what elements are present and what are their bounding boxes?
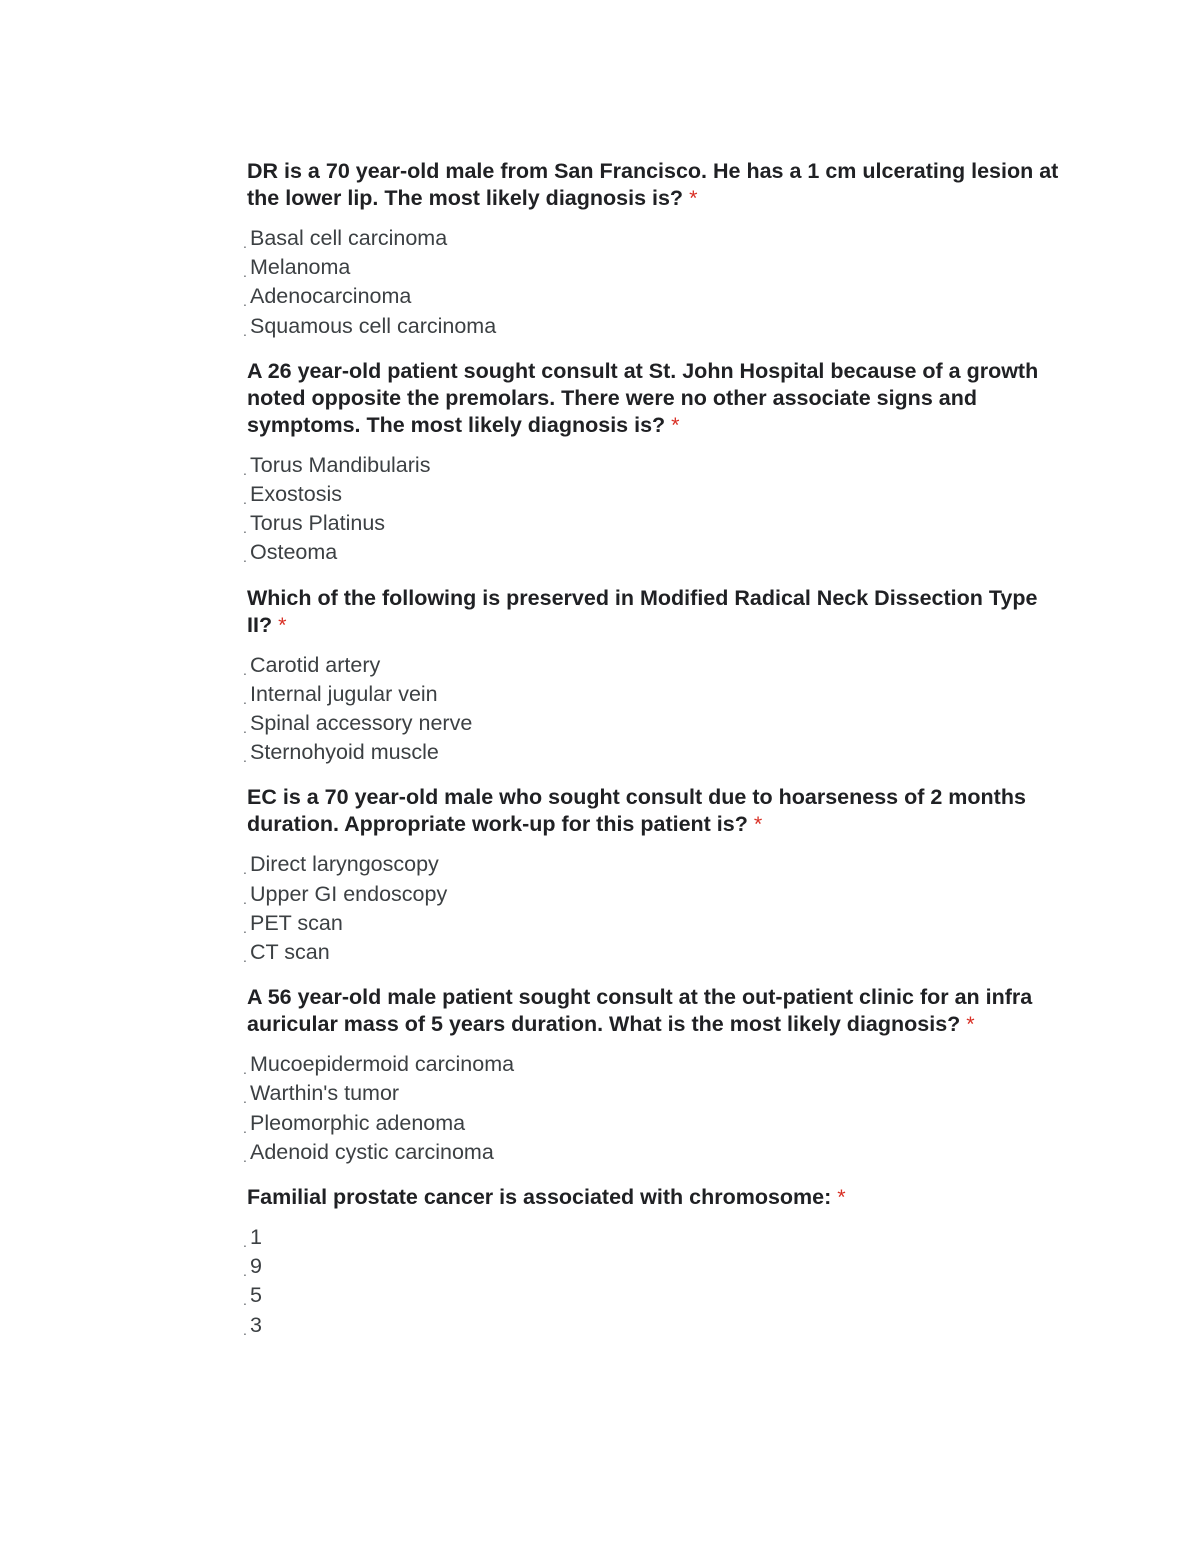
radio-option[interactable] <box>243 1312 1067 1341</box>
radio-icon[interactable]: . <box>243 549 247 566</box>
option-label: Osteoma <box>250 540 338 565</box>
question-4 <box>243 784 1067 968</box>
option-label: Pleomorphic adenoma <box>250 1110 466 1135</box>
option-label: Internal jugular vein <box>250 681 438 706</box>
radio-icon[interactable]: . <box>243 1148 247 1165</box>
option-label: Adenoid cystic carcinoma <box>250 1139 494 1164</box>
radio-option[interactable] <box>243 881 1067 910</box>
radio-icon[interactable]: . <box>243 720 247 737</box>
option-label: 9 <box>250 1254 262 1279</box>
radio-option[interactable] <box>243 652 1067 681</box>
radio-icon[interactable]: . <box>243 890 247 907</box>
radio-icon[interactable]: . <box>243 1234 247 1251</box>
option-label: Upper GI endoscopy <box>250 881 448 906</box>
radio-icon[interactable]: . <box>243 461 247 478</box>
radio-option[interactable] <box>243 1224 1067 1253</box>
radio-option[interactable] <box>243 1253 1067 1282</box>
option-label: Torus Mandibularis <box>250 452 431 477</box>
radio-icon[interactable]: . <box>243 1090 247 1107</box>
radio-icon[interactable]: . <box>243 491 247 508</box>
radio-option[interactable] <box>243 710 1067 739</box>
radio-option[interactable] <box>243 283 1067 312</box>
option-list <box>243 1051 1067 1168</box>
option-label: 3 <box>250 1312 262 1337</box>
radio-icon[interactable]: . <box>243 861 247 878</box>
required-marker: * <box>753 812 763 837</box>
question-text: DR is a 70 year-old male from San Francisco. He has a 1 cm ulcerating lesion at the lower lip. The most likely diagnosis is? * <box>247 159 1059 210</box>
radio-icon[interactable]: . <box>243 520 247 537</box>
option-label: 1 <box>250 1225 262 1250</box>
question-1 <box>243 158 1067 342</box>
option-label: Basal cell carcinoma <box>250 226 448 250</box>
option-label: Torus Platinus <box>250 511 386 536</box>
option-label: Mucoepidermoid carcinoma <box>250 1052 515 1077</box>
option-label: 5 <box>250 1283 262 1308</box>
radio-icon[interactable]: . <box>243 1061 247 1078</box>
radio-option[interactable] <box>243 1282 1067 1311</box>
radio-option[interactable] <box>243 681 1067 710</box>
question-text: A 56 year-old male patient sought consult at the out-patient clinic for an infra auricular mass of 5 years duration. What is the most likely diagnosis? * <box>247 985 1033 1037</box>
question-text: EC is a 70 year-old male who sought consult due to hoarseness of 2 months duration. Appropriate work-up for this patient is? * <box>247 785 1026 837</box>
radio-icon[interactable]: . <box>243 1292 247 1309</box>
option-label: Carotid artery <box>250 652 381 677</box>
option-label: Melanoma <box>250 255 351 280</box>
radio-option[interactable] <box>243 1139 1067 1168</box>
radio-option[interactable] <box>243 539 1067 568</box>
radio-option[interactable] <box>243 313 1067 342</box>
radio-option[interactable] <box>243 481 1067 510</box>
option-label: Direct laryngoscopy <box>250 852 439 877</box>
radio-option[interactable] <box>243 510 1067 539</box>
radio-option[interactable] <box>243 254 1067 283</box>
option-label: Sternohyoid muscle <box>250 740 439 765</box>
option-label: Warthin's tumor <box>250 1081 400 1106</box>
radio-icon[interactable]: . <box>243 749 247 766</box>
option-label: PET scan <box>250 910 343 935</box>
radio-option[interactable] <box>243 225 1067 254</box>
radio-icon[interactable]: . <box>243 949 247 966</box>
option-list <box>243 225 1067 342</box>
option-label: Spinal accessory nerve <box>250 711 473 736</box>
question-5 <box>243 984 1067 1168</box>
radio-option[interactable] <box>243 851 1067 880</box>
question-text: Which of the following is preserved in Modified Radical Neck Dissection Type II? * <box>247 585 1038 637</box>
option-list <box>243 452 1067 569</box>
quiz-page <box>243 158 1067 1357</box>
required-marker: * <box>689 186 698 210</box>
question-6 <box>243 1184 1067 1341</box>
radio-option[interactable] <box>243 1110 1067 1139</box>
question-2 <box>243 358 1067 569</box>
radio-icon[interactable]: . <box>243 293 247 310</box>
required-marker: * <box>671 412 680 437</box>
option-label: Exostosis <box>250 482 343 507</box>
option-list <box>243 851 1067 968</box>
radio-icon[interactable]: . <box>243 1263 247 1280</box>
radio-icon[interactable]: . <box>243 661 247 678</box>
radio-option[interactable] <box>243 1080 1067 1109</box>
radio-option[interactable] <box>243 939 1067 968</box>
radio-icon[interactable]: . <box>243 1321 247 1338</box>
question-3 <box>243 585 1067 769</box>
radio-icon[interactable]: . <box>243 1119 247 1136</box>
option-label: CT scan <box>250 940 330 965</box>
radio-icon[interactable]: . <box>243 322 247 339</box>
radio-icon[interactable]: . <box>243 264 247 281</box>
option-label: Adenocarcinoma <box>250 284 412 309</box>
radio-icon[interactable]: . <box>243 690 247 707</box>
option-label: Squamous cell carcinoma <box>250 313 497 338</box>
radio-option[interactable] <box>243 1051 1067 1080</box>
radio-icon[interactable]: . <box>243 235 247 251</box>
option-list <box>243 1224 1067 1341</box>
radio-option[interactable] <box>243 452 1067 481</box>
required-marker: * <box>837 1185 846 1210</box>
question-text: Familial prostate cancer is associated with chromosome: * <box>247 1185 846 1210</box>
radio-option[interactable] <box>243 739 1067 768</box>
required-marker: * <box>278 612 287 637</box>
option-list <box>243 652 1067 769</box>
required-marker: * <box>966 1012 975 1037</box>
radio-option[interactable] <box>243 910 1067 939</box>
radio-icon[interactable]: . <box>243 919 247 936</box>
question-text: A 26 year-old patient sought consult at St. John Hospital because of a growth noted opposite the premolars. There were no other associate signs and symptoms. The most likely diagnosis is? * <box>247 358 1039 437</box>
